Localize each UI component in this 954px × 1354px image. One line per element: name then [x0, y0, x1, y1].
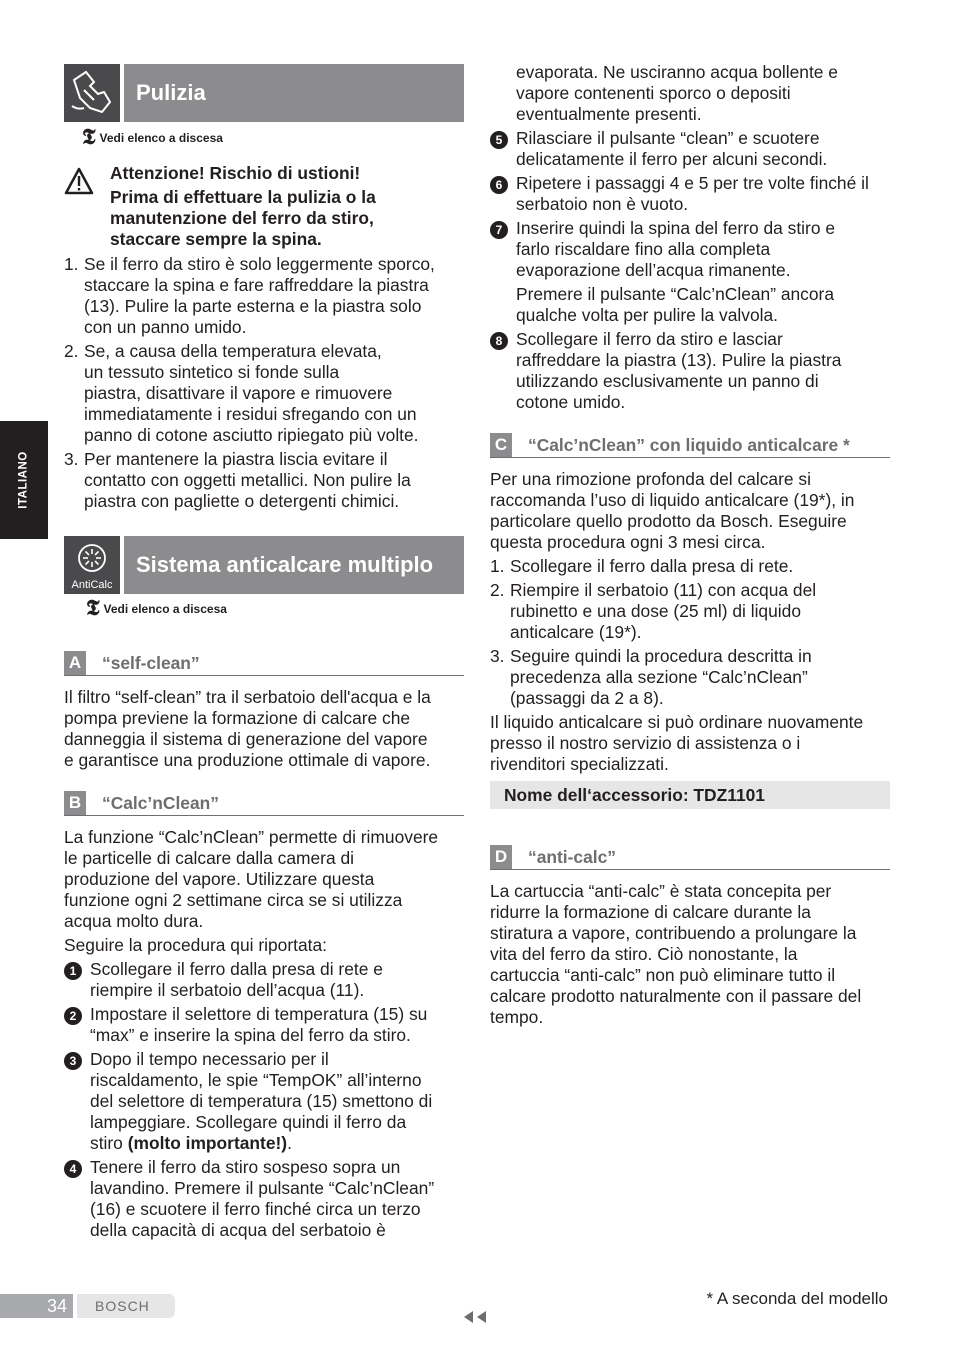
reference-arrow-icon: 𝕿: [82, 124, 96, 149]
warning-line: staccare sempre la spina.: [110, 229, 322, 249]
step-4-continued: evaporata. Ne usciranno acqua bollente e vapore contenenti sporco o depositi eventualmente presenti.: [516, 62, 838, 124]
list-item: 2. Se, a causa della temperatura elevata, un tessuto sintetico si fonde sulla piastra, disattivare il vapore e rimuovere immediatamente i residui sfregando con un panno di cotone asciutto ripiegato più volte.: [64, 341, 419, 445]
anticalc-icon-label: AntiCalc: [71, 579, 113, 591]
brand-label: BOSCH: [77, 1294, 175, 1318]
subsection-b-header: B “Calc’nClean”: [64, 791, 464, 816]
warning-line: Attenzione! Rischio di ustioni!: [110, 163, 361, 183]
page-number: 34: [0, 1294, 73, 1318]
see-list-note: 𝕿 Vedi elenco a discesa: [82, 124, 223, 149]
paragraph-anti-calc: La cartuccia “anti-calc” è stata concepita per ridurre la formazione di calcare durante la stiratura a vapore, contribuendo a prolungare la vita del ferro da stiro. Ciò nonostante, la cartuccia “anti-calc” non può eliminare tutto il calcare prodotto naturalmente con il passare del tempo.: [490, 881, 862, 1027]
warning-triangle-icon: [64, 167, 94, 195]
section-title-pulizia: Pulizia: [136, 80, 206, 105]
cleaning-hand-icon: [64, 64, 120, 122]
step-item: 6 Ripetere i passaggi 4 e 5 per tre volte finché il serbatoio non è vuoto.: [490, 173, 890, 215]
paragraph-self-clean: Il filtro “self-clean” tra il serbatoio dell'acqua e la pompa previene la formazione di calcare che danneggia il sistema di generazione del vapore e garantisce una produzione ottimale di vapore.: [64, 687, 431, 770]
page-nav-arrows[interactable]: [463, 1308, 489, 1329]
reference-arrow-icon: 𝕿: [86, 595, 100, 620]
paragraph-reorder: Il liquido anticalcare si può ordinare nuovamente presso il nostro servizio di assistenza o i rivenditori specializzati.: [490, 712, 864, 774]
language-tab-label: ITALIANO: [17, 451, 30, 509]
paragraph-calcnclean: La funzione “Calc’nClean” permette di rimuovere le particelle di calcare dalla camera di produzione del vapore. Utilizzare questa funzione ogni 2 settimane circa se si utilizza acqua molto dura. Seguire la procedura qui riportata:: [64, 827, 439, 955]
subsection-c-header: C “Calc’nClean” con liquido anticalcare *: [490, 433, 890, 458]
list-item: 1. Scollegare il ferro dalla presa di rete.: [490, 556, 794, 576]
accessory-name-box: [490, 781, 890, 809]
double-left-arrow-icon: [463, 1310, 489, 1324]
step-item: 3 Dopo il tempo necessario per il riscaldamento, le spie “TempOK” all’interno del selettore di temperatura (15) smettono di lampeggiare. Scollegare quindi il ferro da stiro (molto importante!).: [64, 1049, 464, 1154]
list-item: 3. Seguire quindi la procedura descritta in precedenza alla sezione “Calc’nClean” (passaggi da 2 a 8).: [490, 646, 812, 708]
step-item: 1 Scollegare il ferro dalla presa di rete e riempire il serbatoio dell’acqua (11).: [64, 959, 464, 1001]
warning-line: Prima di effettuare la pulizia o la: [110, 187, 376, 207]
step-item: 5 Rilasciare il pulsante “clean” e scuotere delicatamente il ferro per alcuni secondi.: [490, 128, 890, 170]
step-item: 4 Tenere il ferro da stiro sospeso sopra un lavandino. Premere il pulsante “Calc’nClean” (16) e scuotere il ferro finché circa un terzo della capacità di acqua del serbatoio è: [64, 1157, 464, 1241]
section-header-pulizia: [64, 64, 464, 122]
subsection-d-header: D “anti-calc”: [490, 845, 890, 870]
accessory-name: Nome dell‘accessorio: TDZ1101: [504, 785, 765, 805]
section-title-anticalc: Sistema anticalcare multiplo: [136, 552, 434, 577]
step-item: 8 Scollegare il ferro da stiro e lasciar raffreddare la piastra (13). Pulire la piastra utilizzando esclusivamente un panno di cotone umido.: [490, 329, 890, 413]
warning-line: manutenzione del ferro da stiro,: [110, 208, 374, 228]
step-item: 2 Impostare il selettore di temperatura (15) su “max” e inserire la spina del ferro da stiro.: [64, 1004, 464, 1046]
subsection-a-header: A “self-clean”: [64, 651, 464, 676]
list-item: 3. Per mantenere la piastra liscia evitare il contatto con oggetti metallici. Non pulire la piastra con pagliette o detergenti chimici.: [64, 449, 411, 511]
section-header-anticalc: [64, 536, 464, 594]
anticalc-icon: [64, 536, 120, 594]
model-footnote: * A seconda del modello: [706, 1289, 888, 1308]
burn-warning: [64, 163, 464, 250]
see-list-note: 𝕿 Vedi elenco a discesa: [86, 595, 227, 620]
list-item: 1. Se il ferro da stiro è solo leggermente sporco, staccare la spina e fare raffreddare la piastra (13). Pulire la parte esterna e la piastra solo con un panno umido.: [64, 254, 435, 337]
language-tab: [0, 421, 48, 539]
paragraph-anticalc-liquid: Per una rimozione profonda del calcare si raccomanda l’uso di liquido anticalcare (19*), in particolare quello prodotto da Bosch. Eseguire questa procedura ogni 3 mesi circa.: [490, 469, 855, 552]
list-item: 2. Riempire il serbatoio (11) con acqua del rubinetto e una dose (25 ml) di liquido anticalcare (19*).: [490, 580, 817, 642]
step-item: 7 Inserire quindi la spina del ferro da stiro e farlo riscaldare fino alla completa evaporazione dell’acqua rimanente. Premere il pulsante “Calc’nClean” ancora qualche volta per pulire la valvola.: [490, 218, 890, 326]
